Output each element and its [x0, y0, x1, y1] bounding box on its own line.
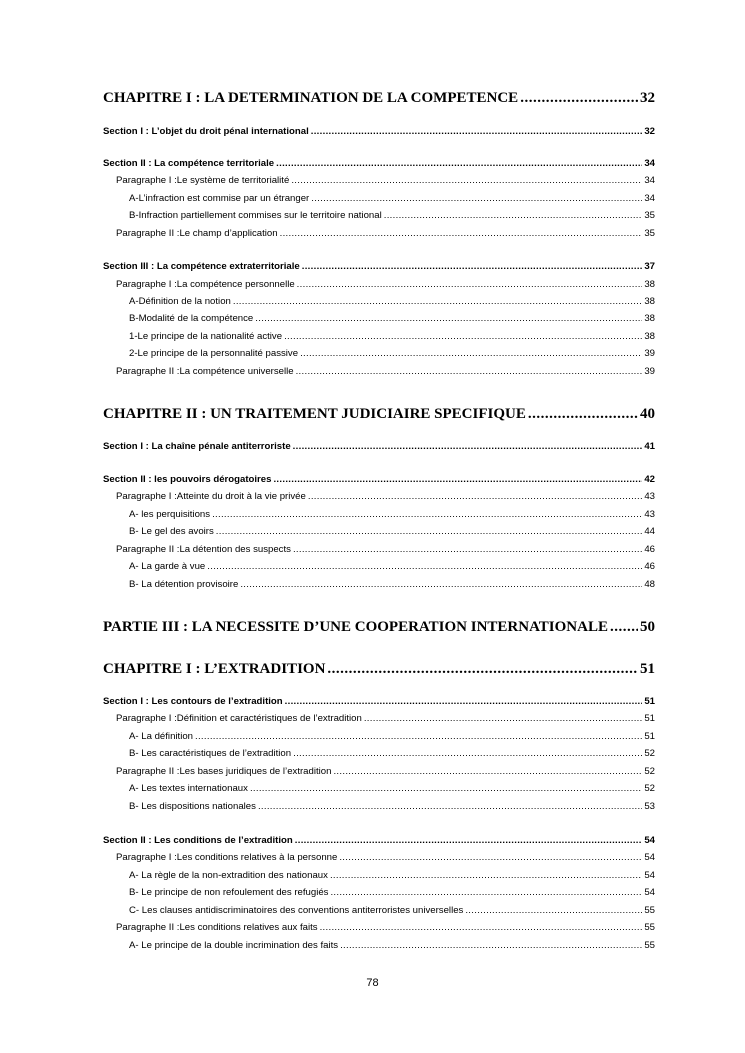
toc-entry-para [103, 367, 655, 377]
toc-entry-chapter [103, 407, 655, 422]
toc-entry-page: 34 [644, 175, 655, 186]
toc-entry-title: Paragraphe I :La compétence personnelle [116, 279, 295, 290]
toc-entry-sub [103, 211, 655, 221]
toc-entry-sub [103, 580, 655, 590]
toc-entry-page: 51 [640, 661, 655, 677]
toc-entry-title: C- Les clauses antidiscriminatoires des conventions antiterroristes universelles [129, 905, 464, 916]
toc-entry-section [103, 836, 655, 846]
toc-entry-page: 54 [644, 852, 655, 863]
toc-entry-sub [103, 332, 655, 342]
toc-entry-chapter [103, 91, 655, 106]
toc-entry-title: Section II : La compétence territoriale [103, 158, 275, 169]
toc-entry-title: B- Les dispositions nationales [129, 801, 256, 812]
toc-entry-title: A-L’infraction est commise par un étranger [129, 193, 310, 204]
toc-entry-page: 46 [644, 544, 655, 555]
toc-entry-para [103, 767, 655, 777]
dot-leader [308, 492, 642, 502]
toc-entry-page: 48 [644, 579, 655, 590]
dot-leader [212, 510, 642, 520]
toc-entry-page: 52 [644, 783, 655, 794]
dot-leader [285, 697, 643, 707]
toc-entry-sub [103, 802, 655, 812]
toc-entry-title: Section I : L’objet du droit pénal international [103, 126, 309, 137]
toc-entry-title: Section II : les pouvoirs dérogatoires [103, 474, 272, 485]
toc-entry-page: 38 [644, 331, 655, 342]
dot-leader [258, 802, 642, 812]
dot-leader [233, 297, 642, 307]
toc-entry-title: B- Le gel des avoirs [129, 526, 214, 537]
toc-entry-title: B- La détention provisoire [129, 579, 239, 590]
toc-entry-title: CHAPITRE I : LA DETERMINATION DE LA COMPETENCE [103, 90, 519, 106]
dot-leader [327, 662, 638, 677]
toc-entry-title: A-Définition de la notion [129, 296, 231, 307]
toc-entry-page: 35 [644, 228, 655, 239]
dot-leader [330, 871, 642, 881]
toc-entry-page: 51 [644, 731, 655, 742]
toc-entry-para [103, 229, 655, 239]
toc-entry-page: 55 [644, 922, 655, 933]
toc-entry-section [103, 475, 655, 485]
toc-entry-section [103, 697, 655, 707]
toc-entry-page: 34 [644, 193, 655, 204]
toc-entry-page: 35 [644, 210, 655, 221]
page-number: 78 [366, 977, 379, 989]
dot-leader [300, 349, 642, 359]
toc-entry-sub [103, 749, 655, 759]
toc-entry-title: A- La définition [129, 731, 193, 742]
toc-entry-page: 54 [644, 835, 655, 846]
toc-entry-title: Section II : Les conditions de l’extradition [103, 835, 293, 846]
dot-leader [311, 194, 642, 204]
dot-leader [330, 888, 642, 898]
toc-entry-page: 38 [644, 279, 655, 290]
toc-entry-page: 41 [644, 441, 655, 452]
toc-entry-page: 42 [644, 474, 655, 485]
toc-entry-title: A- La règle de la non-extradition des nationaux [129, 870, 328, 881]
toc-entry-page: 32 [644, 126, 655, 137]
toc-entry-page: 43 [644, 491, 655, 502]
toc-entry-page: 54 [644, 870, 655, 881]
toc-entry-section [103, 262, 655, 272]
toc-entry-title: PARTIE III : LA NECESSITE D’UNE COOPERATION INTERNATIONALE [103, 619, 608, 635]
dot-leader [311, 127, 643, 137]
toc-entry-page: 53 [644, 801, 655, 812]
toc-entry-title: CHAPITRE I : L’EXTRADITION [103, 661, 326, 677]
toc-entry-title: A- Le principe de la double incrimination des faits [129, 940, 339, 951]
toc-entry-page: 46 [644, 561, 655, 572]
toc-entry-title: B- Les caractéristiques de l’extradition [129, 748, 292, 759]
toc-entry-title: 1-Le principe de la nationalité active [129, 331, 283, 342]
toc-entry-page: 52 [644, 748, 655, 759]
toc-entry-title: Paragraphe II :Le champ d’application [116, 228, 278, 239]
dot-leader [250, 784, 642, 794]
toc-entry-page: 39 [644, 348, 655, 359]
toc-entry-page: 34 [644, 158, 655, 169]
toc-entry-sub [103, 906, 655, 916]
toc-entry-page: 39 [644, 366, 655, 377]
toc-entry-page: 40 [640, 406, 655, 422]
toc-entry-sub [103, 784, 655, 794]
toc-entry-title: A- La garde à vue [129, 561, 206, 572]
dot-leader [273, 475, 642, 485]
toc-entry-page: 50 [640, 619, 655, 635]
dot-leader [520, 91, 638, 106]
toc-entry-chapter [103, 620, 655, 635]
table-of-contents [103, 0, 655, 1000]
toc-entry-section [103, 127, 655, 137]
toc-entry-title: Paragraphe II :La détention des suspects [116, 544, 291, 555]
dot-leader [293, 442, 643, 452]
toc-entry-para [103, 545, 655, 555]
toc-entry-title: A- Les textes internationaux [129, 783, 248, 794]
dot-leader [340, 941, 642, 951]
dot-leader [207, 562, 642, 572]
toc-entry-title: Paragraphe II :Les conditions relatives aux faits [116, 922, 318, 933]
toc-entry-title: Paragraphe I :Définition et caractéristiques de l’extradition [116, 713, 362, 724]
dot-leader [528, 407, 638, 422]
dot-leader [296, 367, 643, 377]
toc-entry-section [103, 442, 655, 452]
dot-leader [284, 332, 642, 342]
toc-entry-title: 2-Le principe de la personnalité passive [129, 348, 299, 359]
toc-entry-title: Paragraphe I :Atteinte du droit à la vie privée [116, 491, 306, 502]
toc-entry-page: 32 [640, 90, 655, 106]
toc-entry-sub [103, 314, 655, 324]
toc-entry-sub [103, 349, 655, 359]
toc-entry-title: B- Le principe de non refoulement des refugiés [129, 887, 329, 898]
toc-entry-title: CHAPITRE II : UN TRAITEMENT JUDICIAIRE SPECIFIQUE [103, 406, 526, 422]
toc-entry-sub [103, 194, 655, 204]
dot-leader [384, 211, 643, 221]
toc-entry-chapter [103, 662, 655, 677]
toc-entry-title: A- les perquisitions [129, 509, 211, 520]
toc-entry-page: 55 [644, 940, 655, 951]
dot-leader [465, 906, 642, 916]
dot-leader [195, 732, 642, 742]
toc-entry-page: 54 [644, 887, 655, 898]
dot-leader [291, 176, 642, 186]
dot-leader [333, 767, 642, 777]
toc-entry-para [103, 280, 655, 290]
toc-entry-para [103, 853, 655, 863]
dot-leader [295, 836, 643, 846]
dot-leader [297, 280, 643, 290]
dot-leader [255, 314, 642, 324]
toc-entry-sub [103, 941, 655, 951]
dot-leader [240, 580, 642, 590]
dot-leader [216, 527, 643, 537]
toc-entry-title: Section I : Les contours de l’extradition [103, 696, 283, 707]
toc-entry-section [103, 159, 655, 169]
toc-entry-title: Paragraphe I :Le système de territorialité [116, 175, 290, 186]
toc-entry-para [103, 923, 655, 933]
toc-entry-title: Section I : La chaîne pénale antiterroriste [103, 441, 291, 452]
toc-entry-page: 52 [644, 766, 655, 777]
dot-leader [610, 620, 638, 635]
toc-entry-title: Paragraphe II :La compétence universelle [116, 366, 294, 377]
toc-entry-page: 51 [644, 696, 655, 707]
toc-entry-sub [103, 888, 655, 898]
toc-entry-sub [103, 562, 655, 572]
toc-entry-title: B-Modalité de la compétence [129, 313, 254, 324]
dot-leader [364, 714, 642, 724]
toc-entry-page: 55 [644, 905, 655, 916]
toc-entry-page: 38 [644, 296, 655, 307]
toc-entry-sub [103, 510, 655, 520]
toc-entry-para [103, 176, 655, 186]
dot-leader [276, 159, 642, 169]
toc-entry-title: Paragraphe II :Les bases juridiques de l’extradition [116, 766, 332, 777]
toc-entry-page: 51 [644, 713, 655, 724]
dot-leader [293, 749, 642, 759]
toc-entry-title: Section III : La compétence extraterritoriale [103, 261, 300, 272]
toc-entry-sub [103, 297, 655, 307]
dot-leader [339, 853, 642, 863]
toc-entry-para [103, 492, 655, 502]
toc-entry-title: Paragraphe I :Les conditions relatives à la personne [116, 852, 338, 863]
toc-entry-page: 37 [644, 261, 655, 272]
toc-entry-sub [103, 732, 655, 742]
dot-leader [280, 229, 643, 239]
dot-leader [320, 923, 643, 933]
toc-entry-sub [103, 527, 655, 537]
toc-entry-sub [103, 871, 655, 881]
dot-leader [302, 262, 643, 272]
toc-entry-page: 43 [644, 509, 655, 520]
dot-leader [293, 545, 642, 555]
toc-entry-page: 38 [644, 313, 655, 324]
toc-entry-page: 44 [644, 526, 655, 537]
toc-entry-para [103, 714, 655, 724]
toc-entry-title: B-Infraction partiellement commises sur le territoire national [129, 210, 382, 221]
